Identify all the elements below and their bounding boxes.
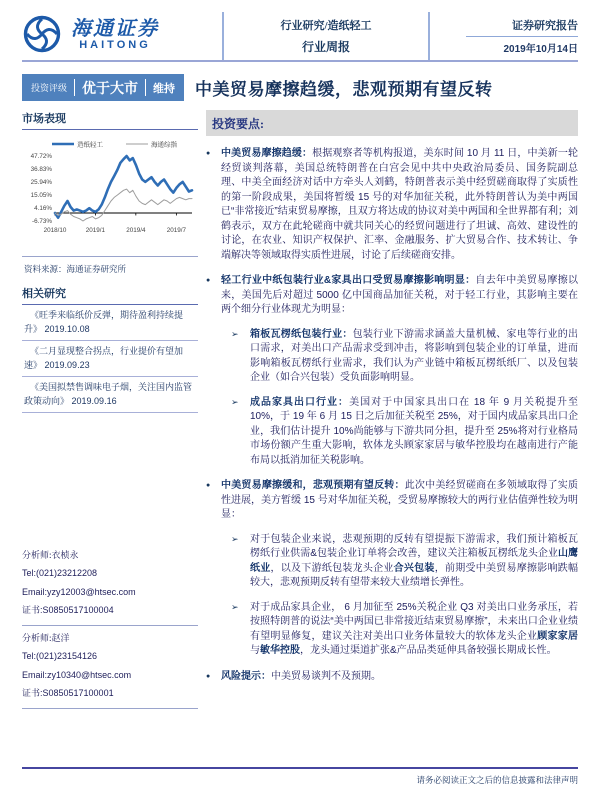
bullet-text (221, 274, 578, 318)
bullet-body: 根据观察者等机构报道，美东时间 10 月 11 日，中美新一轮经贸谈判落幕，美国总统特朗普在白宫会见中共中央政治局委员、国务院副总理、中美全面经济对话中方牵头人刘鹤，特朗普表示美中经贸磋商取得了实质性的第一阶段成果，美国将暂缓 15 号的对华加征关税，此外特朗普认为美中两国已“非常接近”结束贸易摩擦，且双方将达成的协议对美中两国和全世界都有利；刘鹤表示，双方在此轮磋商中就共同关心的经贸问题进行了坦诚、高效、建设性的讨论，在农业、知识产权保护、汇率、金融服务、扩大贸易合作、技术转让、争端解决等领域取得实质性进展，讨论了后续磋商安排。 (221, 148, 578, 261)
svg-text:2019/1: 2019/1 (85, 227, 106, 234)
report-type-label: 行业周报 (301, 40, 350, 54)
bullet-icon: ● (206, 482, 211, 489)
market-chart-wrap (22, 136, 198, 253)
sub-bullet-lead: 成品家具出口行业： (250, 396, 350, 408)
list-item[interactable] (22, 305, 198, 341)
meta-divider (466, 36, 578, 37)
report-kind-label: 证券研究报告 (512, 20, 578, 32)
investment-points-heading: 投资要点: (206, 110, 578, 136)
list-item[interactable] (22, 377, 198, 413)
brand-text (71, 19, 159, 52)
chart-source-note: 资料来源：海通证券研究所 (22, 256, 198, 285)
bullet-item (206, 670, 578, 685)
svg-text:2018/10: 2018/10 (43, 227, 67, 234)
svg-text:2019/7: 2019/7 (166, 227, 187, 234)
analyst-email: Email:zy10340@htsec.com (22, 669, 132, 680)
sub-bullet-item (206, 328, 578, 386)
bullet-text (221, 147, 578, 263)
sub-bullet-lead: 箱板瓦楞纸包装行业： (250, 328, 353, 340)
report-header (22, 12, 578, 62)
analyst-name: 分析师:赵洋 (22, 632, 70, 643)
sub-bullet-item (206, 396, 578, 469)
sub-bullet-body: ，前期受中美贸易摩擦影响跌幅较大，悲观预期反转有望带来较大业绩增长弹性。 (250, 562, 579, 588)
analysts-section (22, 543, 198, 709)
bullet-icon: ● (206, 277, 211, 284)
disclaimer-footer: 请务必阅读正文之后的信息披露和法律声明 (22, 767, 578, 786)
bullet-body: 此次中美经贸磋商在多领域取得了实质性进展，美方暂缓 15 号对华加征关税，受贸易摩擦较大的两行业估值弹性较为明显： (221, 480, 579, 520)
sub-bullet-body: ，龙头通过渠道扩张&产品品类延伸具备较强长期成长性。 (300, 645, 557, 656)
analyst-name: 分析师:衣桢永 (22, 550, 79, 560)
page-title: 中美贸易摩擦趋缓，悲观预期有望反转 (195, 80, 493, 99)
sub-bullet-body: 与 (250, 645, 260, 656)
sub-bullet-body: 美国对于中国家具出口在 18 年 9 月关税提升至 10%，于 19 年 6 月 15 日之后加征关税至 25%，对于国内成品家具出口企业，我们估计提升 10%尚能够与下游共同分担，提升至 25%将对行业格局市场份额产生重大影响，软体龙头顾家家居与敏华控股均在越南进行产能布局以抵消加征关税影响。 (250, 396, 578, 466)
svg-text:15.05%: 15.05% (30, 192, 52, 199)
bullet-item (206, 479, 578, 523)
sub-bullet-item (206, 533, 578, 591)
rating-title-row (22, 74, 578, 101)
sub-bullet-body: 包装行业下游需求涵盖大量机械、家电等行业的出口需求，对美出口产品需求受到冲击，将影响到包装企业的订单量，进而影响箱板瓦楞纸行业需求，我们认为产业链中箱板瓦楞纸纸厂、以及包装企业（如合兴包装）受负面影响明显。 (250, 328, 579, 383)
investment-rating-badge (22, 74, 184, 101)
analyst-email: Email:yzy12003@htsec.com (22, 586, 136, 597)
research-title: 《美国拟禁售调味电子烟，关注国内监管政策动向》 (24, 382, 193, 406)
analyst-card (22, 543, 198, 626)
report-date: 2019年10月14日 (503, 44, 578, 55)
list-item[interactable] (22, 341, 198, 377)
report-meta (430, 12, 578, 60)
arrow-icon: ➢ (231, 533, 239, 544)
rating-divider (145, 79, 146, 96)
sub-bullet-item (206, 601, 578, 659)
haitong-logo-icon (22, 14, 62, 59)
related-research-heading: 相关研究 (22, 285, 198, 305)
research-date: 2019.09.23 (44, 359, 90, 370)
bullet-text (221, 479, 578, 523)
brand-name-en: HAITONG (79, 39, 151, 52)
bullet-item (206, 147, 578, 263)
svg-text:47.72%: 47.72% (30, 153, 52, 160)
sub-bullet-body: 对于包装企业来说，悲观预期的反转有望提振下游需求，我们预计箱板瓦楞纸行业供需&包装企业订单将会改善，建议关注箱板瓦楞纸龙头企业 (250, 533, 578, 559)
stock-name: 合兴包装 (393, 562, 435, 574)
stock-name: 山鹰纸业 (250, 548, 579, 574)
research-title: 《旺季来临纸价反弹，期待盈利持续提升》 (24, 310, 184, 334)
market-performance-chart (22, 136, 198, 248)
bullet-lead: 风险提示： (221, 670, 271, 682)
rating-value: 优于大市 (82, 81, 139, 97)
research-title: 《二月显现整合拐点，行业提价有望加速》 (24, 346, 184, 370)
rating-label: 投资评级 (31, 83, 68, 93)
svg-text:36.83%: 36.83% (30, 166, 52, 173)
sub-bullet-text (250, 601, 578, 659)
industry-research-label: 行业研究/造纸轻工 (280, 20, 372, 32)
bullet-lead: 中美贸易摩擦趋缓： (221, 148, 313, 159)
analyst-cert: 证书:S0850517100001 (22, 688, 114, 699)
svg-text:海通综指: 海通综指 (151, 141, 177, 149)
main-content (206, 110, 578, 684)
analyst-cert: 证书:S0850517100004 (22, 605, 114, 616)
bullet-body: 中美贸易谈判不及预期。 (271, 670, 381, 682)
analyst-tel: Tel:(021)23212208 (22, 568, 98, 579)
bullet-lead: 轻工行业中纸包装行业&家具出口受贸易摩擦影响明显： (221, 275, 476, 286)
brand-name-cn: 海通证券 (71, 18, 159, 41)
bullet-icon: ● (206, 672, 211, 680)
bullet-body: 自去年中美贸易摩擦以来，美国先后对超过 5000 亿中国商品加征关税，对于轻工行业，其影响主要在两个细分行业体现尤为明显： (221, 275, 578, 315)
rating-status: 维持 (153, 82, 176, 95)
bullet-text (221, 670, 578, 685)
bullet-item (206, 274, 578, 318)
bullet-icon: ● (206, 150, 211, 157)
rating-divider (74, 79, 75, 96)
svg-text:4.16%: 4.16% (34, 205, 52, 212)
svg-text:2019/4: 2019/4 (126, 227, 146, 234)
market-performance-heading: 市场表现 (22, 110, 198, 130)
report-category (222, 12, 430, 60)
research-date: 2019.09.16 (71, 395, 117, 406)
analyst-tel: Tel:(021)23154126 (22, 651, 98, 662)
svg-text:25.94%: 25.94% (30, 179, 52, 186)
sub-bullet-body: 对于成品家具企业， 6 月加征至 25%关税企业 Q3 对美出口业务承压，若按照特朗普的说法“美中两国已非常接近结束贸易摩擦”，未来出口企业业绩有望明显修复，建议关注对美出口业务体量较大的软体龙头企业 (250, 601, 578, 642)
sub-bullet-body: ，以及下游纸包装龙头企业 (270, 562, 394, 574)
stock-name: 顾家家居 (537, 630, 579, 642)
bullet-lead: 中美贸易摩擦缓和，悲观预期有望反转： (221, 480, 405, 491)
stock-name: 敏华控股 (260, 645, 300, 656)
svg-text:造纸轻工: 造纸轻工 (77, 141, 103, 149)
sub-bullet-text (250, 533, 578, 591)
sub-bullet-text (250, 328, 578, 386)
arrow-icon: ➢ (231, 328, 239, 339)
research-date: 2019.10.08 (44, 323, 90, 334)
svg-text:-6.73%: -6.73% (32, 218, 52, 225)
analyst-card (22, 626, 198, 709)
sidebar (22, 110, 198, 709)
arrow-icon: ➢ (231, 601, 239, 612)
brand-block (22, 12, 222, 60)
sub-bullet-text (250, 396, 578, 469)
arrow-icon: ➢ (231, 396, 239, 407)
